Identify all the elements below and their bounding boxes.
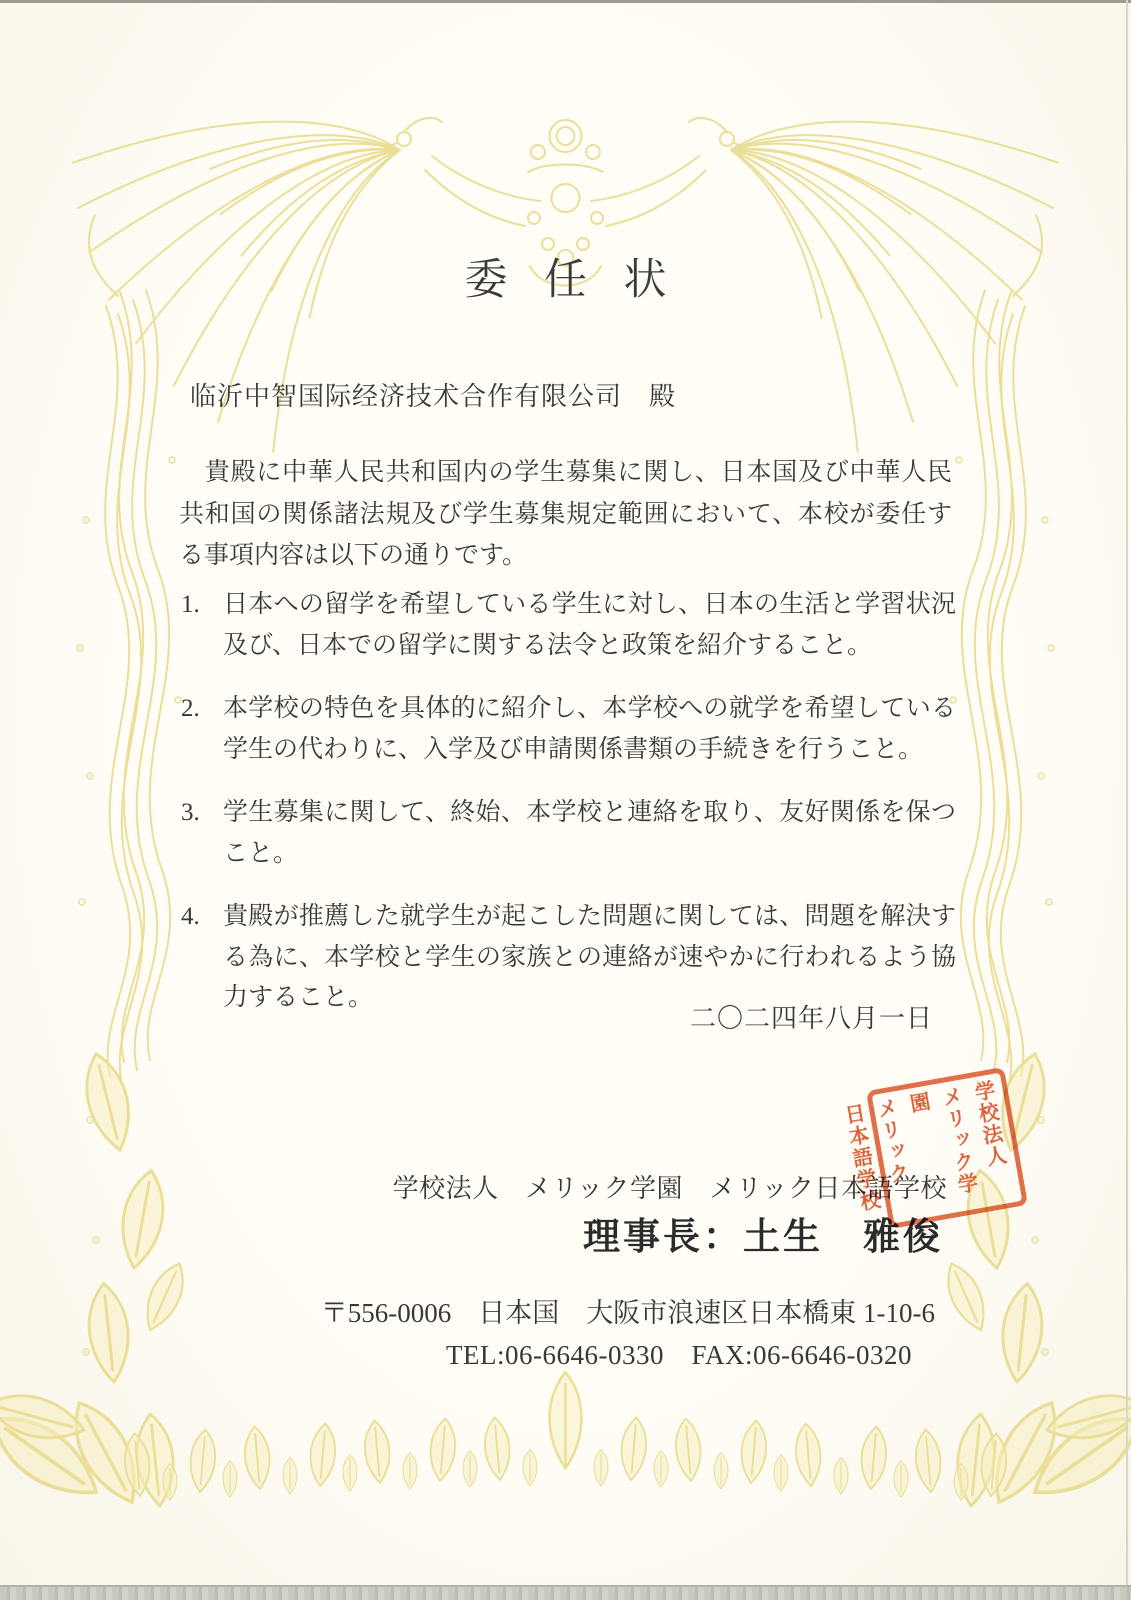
delegation-item — [181, 585, 956, 666]
seal-text-column: 学校法人 — [970, 1079, 1008, 1170]
delegation-items — [181, 585, 956, 1042]
item-number: 3. — [181, 799, 200, 826]
addressee-line: 临沂中智国际经济技术合作有限公司 殿 — [190, 382, 677, 411]
address-line: 〒556-0006 日本国 大阪市浪速区日本橋東 1-10-6 — [320, 1298, 935, 1328]
school-name-line: 学校法人 メリック学園 メリック日本語学校 — [392, 1174, 947, 1203]
seal-text-column: 日本語学校 — [840, 1102, 881, 1215]
school-seal — [840, 1067, 1028, 1229]
item-text: 本学校の特色を具体的に紹介し、本学校への就学を希望している学生の代わりに、入学及び申請関係書類の手続きを行うこと。 — [223, 695, 956, 763]
item-number: 2. — [181, 695, 200, 722]
item-text: 貴殿が推薦した就学生が起こした問題に関しては、問題を解決する為に、本学校と学生の家族との連絡が速やかに行われるよう協力すること。 — [223, 903, 956, 1011]
seal-text-column: メリック学園 — [905, 1084, 979, 1198]
seal-text-column: メリック — [872, 1096, 910, 1187]
scan-edge-bottom — [0, 1585, 1131, 1600]
item-text: 日本への留学を希望している学生に対し、日本の生活と学習状況及び、日本での留学に関する法令と政策を紹介すること。 — [223, 591, 956, 659]
date-line: 二〇二四年八月一日 — [689, 1004, 933, 1033]
delegation-item — [181, 793, 956, 874]
chairman-signature-line: 理事長：土生 雅俊 — [583, 1217, 943, 1258]
item-text: 学生募集に関して、終始、本学校と連絡を取り、友好関係を保つこと。 — [223, 799, 956, 867]
item-number: 4. — [181, 903, 200, 930]
intro-paragraph: 貴殿に中華人民共和国内の学生募集に関し、日本国及び中華人民共和国の関係諸法規及び学生募集規定範囲において、本校が委任する事項内容は以下の通りです。 — [179, 459, 952, 569]
scan-edge-top — [0, 0, 1131, 3]
phone-fax-line: TEL:06-6646-0330 FAX:06-6646-0320 — [446, 1340, 912, 1370]
document-title: 委任状 — [464, 257, 704, 304]
item-number: 1. — [181, 591, 200, 618]
scan-edge-right — [1126, 0, 1128, 1600]
delegation-item — [181, 689, 956, 770]
